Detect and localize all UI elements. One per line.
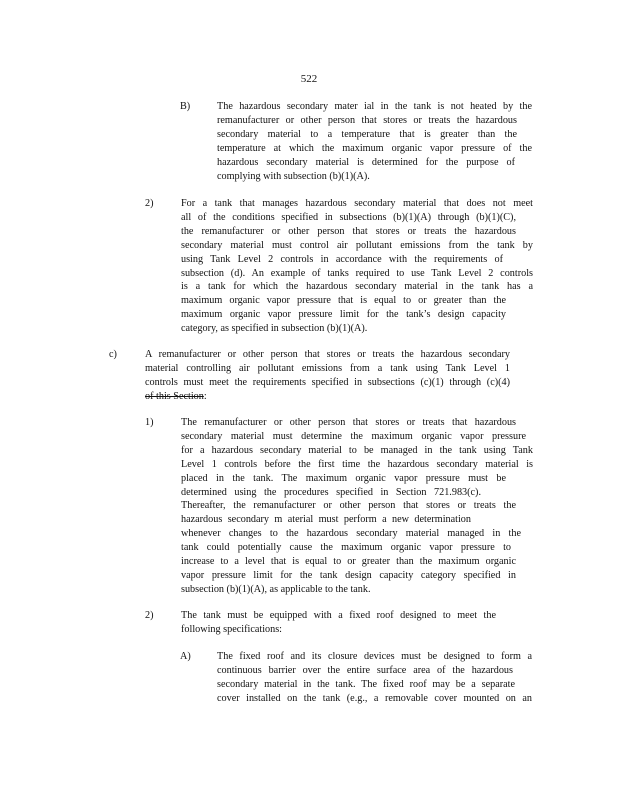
text-line: controls must meet the requirements specified in subsections (c)(1) through (c)(4) [145,376,510,388]
text-line: subsection (b)(1)(A), as applicable to the tank. [181,583,371,595]
item-label: 2) [145,198,154,209]
text-line: the remanufacturer or other person that stores or treats the hazardous [181,225,516,237]
text-line: The remanufacturer or other person that stores or treats that hazardous [181,417,516,428]
paragraph-text [181,197,533,336]
text-line: all of the conditions specified in subsections (b)(1)(A) through (b)(1)(C), [181,211,516,223]
text-line: The fixed roof and its closure devices must be designed to form a [217,651,532,662]
text-line: hazardous secondary m aterial must perform a new determination [181,514,471,526]
paragraph-text [181,609,533,637]
text-line: secondary material must determine the maximum organic vapor pressure [181,430,526,442]
item-label: 2) [145,610,154,621]
text-line: complying with subsection (b)(1)(A). [217,170,370,182]
text-line: maximum organic vapor pressure that is equal to or greater than the [181,295,506,307]
text-line: placed in the tank. The maximum organic vapor pressure must be [181,472,506,484]
text-line: secondary material must control air pollutant emissions from the tank by [181,239,533,251]
item-label: A) [180,651,191,662]
page-number: 522 [300,73,318,85]
text-line [145,390,510,404]
paragraph-text [217,100,532,183]
text-line: vapor pressure limit for the tank design capacity category specified in [181,569,516,581]
text-line: using Tank Level 2 controls in accordance with the requirements of [181,253,503,265]
text-line: hazardous secondary material is determined for the purpose of [217,156,515,168]
text-line: Level 1 controls before the first time the hazardous secondary material is [181,458,533,470]
text-line: tank could potentially cause the maximum organic vapor pressure to [181,542,511,554]
text-line: The tank must be equipped with a fixed roof designed to meet the [181,610,496,621]
paragraph-text [181,416,533,597]
text-line: temperature at which the maximum organic vapor pressure of the [217,142,532,154]
text-line: for a hazardous secondary material to be managed in the tank using Tank [181,444,533,456]
text-line: Thereafter, the remanufacturer or other person that stores or treats the [181,500,516,512]
text-line: For a tank that manages hazardous secondary material that does not meet [181,198,533,209]
item-label: 1) [145,417,154,428]
struck-text: of this Section [145,390,204,402]
text-line: increase to a level that is equal to or greater than the maximum organic [181,556,516,568]
text-line: maximum organic vapor pressure limit for the tank’s design capacity [181,309,506,321]
text-line: secondary material to a temperature that is greater than the [217,128,517,140]
paragraph-text [145,348,510,404]
text-line: following specifications: [181,623,283,635]
text-line: category, as specified in subsection (b)(1)(A). [181,323,368,335]
text-line: determined using the procedures specified in Section 721.983(c). [181,486,481,498]
text-line: continuous barrier over the entire surface area of the hazardous [217,664,513,676]
text-line: remanufacturer or other person that stores or treats the hazardous [217,114,517,126]
paragraph-text [217,650,532,706]
text-line: A remanufacturer or other person that stores or treats the hazardous secondary [145,349,510,360]
text-line: material controlling air pollutant emissions from a tank using Tank Level 1 [145,362,510,374]
text-line: subsection (d). An example of tanks required to use Tank Level 2 controls [181,267,533,279]
struck-tail: : [203,390,207,402]
item-label: c) [109,349,117,360]
text-line: secondary material in the tank. The fixed roof may be a separate [217,678,515,690]
text-line: cover installed on the tank (e.g., a removable cover mounted on an [217,692,532,704]
text-line: whenever changes to the hazardous secondary material managed in the [181,528,521,540]
text-line: is a tank for which the hazardous secondary material in the tank has a [181,281,533,293]
item-label: B) [180,101,191,112]
text-line: The hazardous secondary mater ial in the tank is not heated by the [217,101,532,112]
